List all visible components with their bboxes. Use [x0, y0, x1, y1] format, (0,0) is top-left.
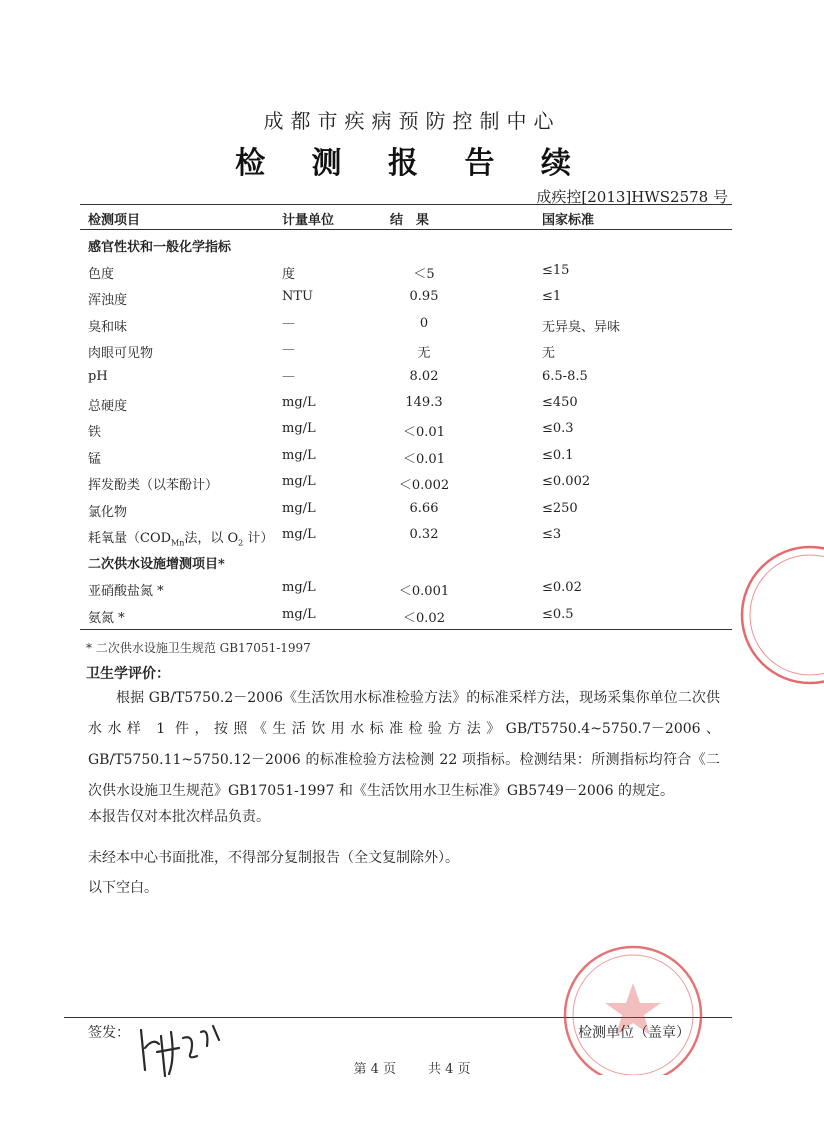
table-cell-result: 149.3: [405, 395, 443, 410]
table-cell-unit: mg/L: [282, 500, 316, 516]
table-row-cod-standard: ≤3: [542, 527, 562, 542]
evaluation-heading: 卫生学评价：: [86, 666, 170, 682]
table-cell-name: 铁: [88, 425, 102, 441]
table-cell-result: ＜0.01: [403, 451, 445, 467]
table-cell-result: ＜5: [413, 267, 435, 282]
table-header-rule: [80, 229, 732, 230]
table-cell-std: 无: [542, 346, 556, 362]
table-cell-result: 6.66: [409, 500, 439, 516]
table-cell-name: 浑浊度: [88, 293, 128, 309]
table-top-rule: [80, 204, 732, 205]
report-title: 检 测 报 告 续: [235, 146, 589, 181]
official-seal-edge: [700, 540, 824, 690]
table-cell-std: 6.5-8.5: [542, 368, 588, 384]
page-total: 共 4 页: [428, 1062, 471, 1077]
table-cell-result: ＜0.001: [398, 584, 450, 599]
table-cell-unit: mg/L: [282, 580, 316, 595]
table-row-cod-unit: mg/L: [282, 527, 316, 542]
section-heading-secondary-supply: 二次供水设施增测项目*: [88, 557, 225, 572]
table-cell-std: ≤250: [542, 500, 578, 516]
table-cell-unit: mg/L: [282, 474, 316, 490]
table-cell-unit: —: [282, 342, 295, 358]
table-cell-unit: mg/L: [282, 395, 316, 410]
table-cell-std: ≤0.3: [542, 421, 574, 437]
table-cell-unit: NTU: [282, 289, 314, 305]
table-cell-result: 0: [419, 315, 429, 331]
table-cell-std: ≤1: [542, 289, 562, 305]
table-cell-unit: mg/L: [282, 607, 316, 622]
table-row-cod-name: 耗氧量（$COD_{Mn}$法，以 $O_2$ 计）: [88, 531, 274, 548]
table-cell-result: 无: [417, 346, 431, 362]
table-cell-name: 挥发酚类（以苯酚计）: [88, 478, 219, 494]
page-current: 第 4 页: [353, 1062, 396, 1077]
table-cell-unit: mg/L: [282, 421, 316, 437]
table-cell-name: 臭和味: [88, 319, 128, 335]
table-cell-std: ≤450: [542, 395, 578, 410]
seal-ring: [742, 547, 824, 683]
table-cell-name: 氨氮 *: [88, 611, 125, 626]
col-header-result: 结 果: [390, 213, 430, 228]
table-cell-std: ≤0.5: [542, 607, 574, 622]
official-seal-bottom: [548, 935, 718, 1075]
note-blank-below: 以下空白。: [88, 880, 158, 896]
table-cell-result: ＜0.01: [403, 425, 445, 441]
table-cell-result: 8.02: [409, 368, 439, 384]
table-cell-name: 肉眼可见物: [88, 346, 154, 362]
table-cell-unit: 度: [282, 267, 296, 282]
table-cell-std: ≤0.1: [542, 447, 574, 463]
table-cell-name: 总硬度: [88, 399, 128, 414]
note-responsibility: 本报告仅对本批次样品负责。: [88, 809, 270, 825]
table-cell-std: ≤0.02: [542, 580, 582, 595]
table-cell-unit: —: [282, 315, 295, 331]
testing-unit-seal-label: 检测单位（盖章）: [578, 1025, 690, 1041]
organization-name: 成都市疾病预防控制中心: [263, 109, 561, 133]
note-copy-restriction: 未经本中心书面批准，不得部分复制报告（全文复制除外）。: [88, 850, 459, 866]
table-cell-name: 色度: [88, 267, 115, 282]
table-cell-name: pH: [88, 368, 108, 384]
col-header-unit: 计量单位: [282, 213, 335, 228]
table-cell-result: 0.95: [409, 289, 439, 305]
table-cell-unit: —: [282, 368, 295, 384]
section-heading-sensory: 感官性状和一般化学指标: [88, 240, 232, 255]
table-cell-std: ≤15: [542, 263, 570, 278]
table-cell-std: 无异臭、异味: [542, 319, 621, 335]
table-cell-name: 氯化物: [88, 504, 128, 520]
table-cell-result: ＜0.02: [403, 611, 445, 626]
table-cell-std: ≤0.002: [542, 474, 591, 490]
col-header-standard: 国家标准: [542, 213, 595, 228]
report-number: 成疾控[2013]HWS2578 号: [536, 188, 728, 206]
page-number: [0, 1058, 824, 1077]
evaluation-paragraph: 根据 GB/T5750.2－2006《生活饮用水标准检验方法》的标准采样方法，现场采集你单位二次供水水样 1 件，按照《生活饮用水标准检验方法》GB/T5750.4~5750.7－2006、GB/T5750.11~5750.12－2006 的标准检验方法检测 22 项指标。检测结果：所测指标均符合《二次供水设施卫生规范》GB17051-1997 和《生活饮用水卫生标准》GB5749－2006 的规定。: [88, 690, 720, 799]
table-bottom-rule: [80, 629, 732, 630]
table-cell-unit: mg/L: [282, 447, 316, 463]
table-row-cod-result: 0.32: [409, 527, 439, 542]
col-header-item: 检测项目: [88, 213, 141, 228]
table-cell-result: ＜0.002: [398, 478, 450, 494]
table-footnote: * 二次供水设施卫生规范 GB17051-1997: [86, 641, 311, 655]
seal-inner-ring: [750, 555, 824, 675]
table-cell-name: 锰: [88, 451, 102, 467]
table-cell-name: 亚硝酸盐氮 *: [88, 584, 164, 599]
sign-label: 签发：: [88, 1025, 130, 1041]
